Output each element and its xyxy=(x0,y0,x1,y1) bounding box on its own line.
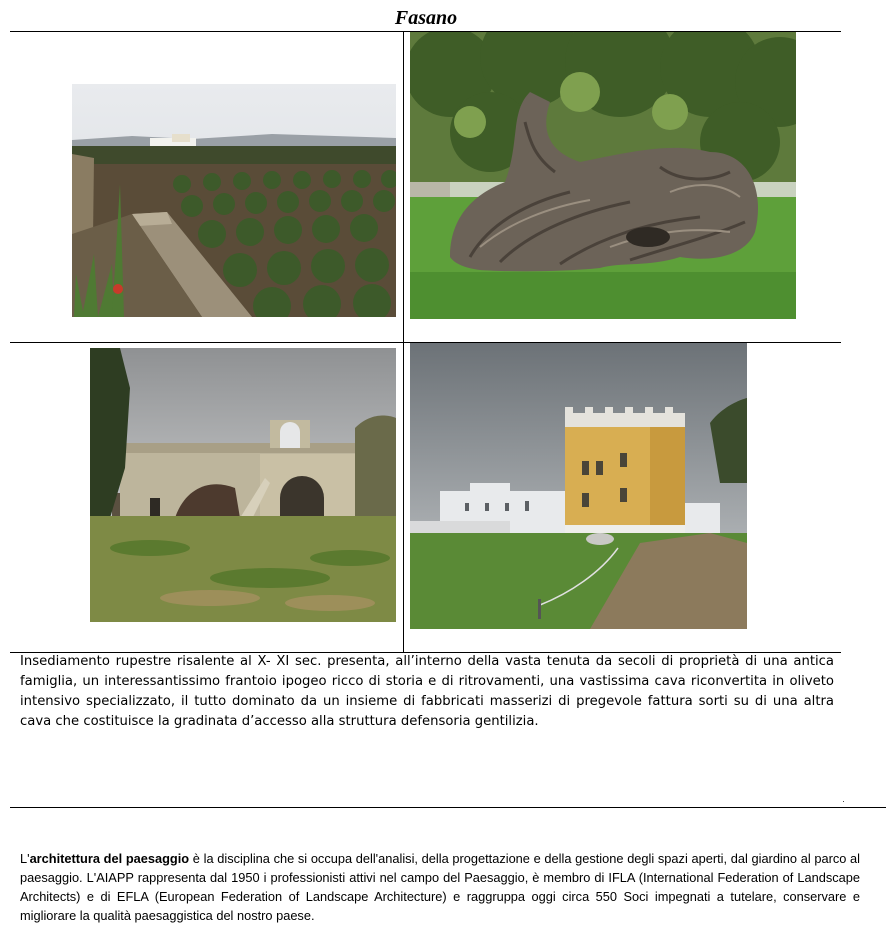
masseria-tower-photo xyxy=(410,343,747,629)
page-title: Fasano xyxy=(394,7,458,29)
aiapp-paragraph xyxy=(20,849,860,925)
aiapp-term: architettura del paesaggio xyxy=(29,851,190,866)
table-column-divider xyxy=(403,31,404,652)
aiapp-text: è la disciplina che si occupa dell'analisi, della progettazione e della gestione degli spazi aperti, dal giardino al parco al paesaggio. L'AIAPP rappresenta dal 1950 i professionisti attivi nel campo del Paesaggio, è membro di IFLA (International Federation of Landscape Architects) e di EFLA (European Federation of Landscape Architecture) e raggruppa oggi circa 550 Soci impegnati a tutelare, conservare e migliorare la qualità paesaggistica del nostro paese. xyxy=(20,851,860,923)
rock-settlement-photo xyxy=(90,348,396,622)
aiapp-lead: L' xyxy=(20,851,30,866)
site-description: Insediamento rupestre risalente al X- XI sec. presenta, all’interno della vasta tenuta da secoli di proprietà di una antica famiglia, un interessantissimo frantoio ipogeo ricco di storia e di ritrovamenti, una vastissima cava riconvertita in oliveto intensivo specializzato, il tutto dominato da un insieme di fabbricati masserizi di pregevole fattura sorti su di una altra cava che costituisce la gradinata d’accesso alla struttura defensoria gentilizia. xyxy=(20,654,834,729)
ancient-olive-tree-photo xyxy=(410,32,796,319)
stray-dot xyxy=(843,801,844,802)
olive-grove-photo xyxy=(72,84,396,317)
section-divider xyxy=(10,807,886,808)
